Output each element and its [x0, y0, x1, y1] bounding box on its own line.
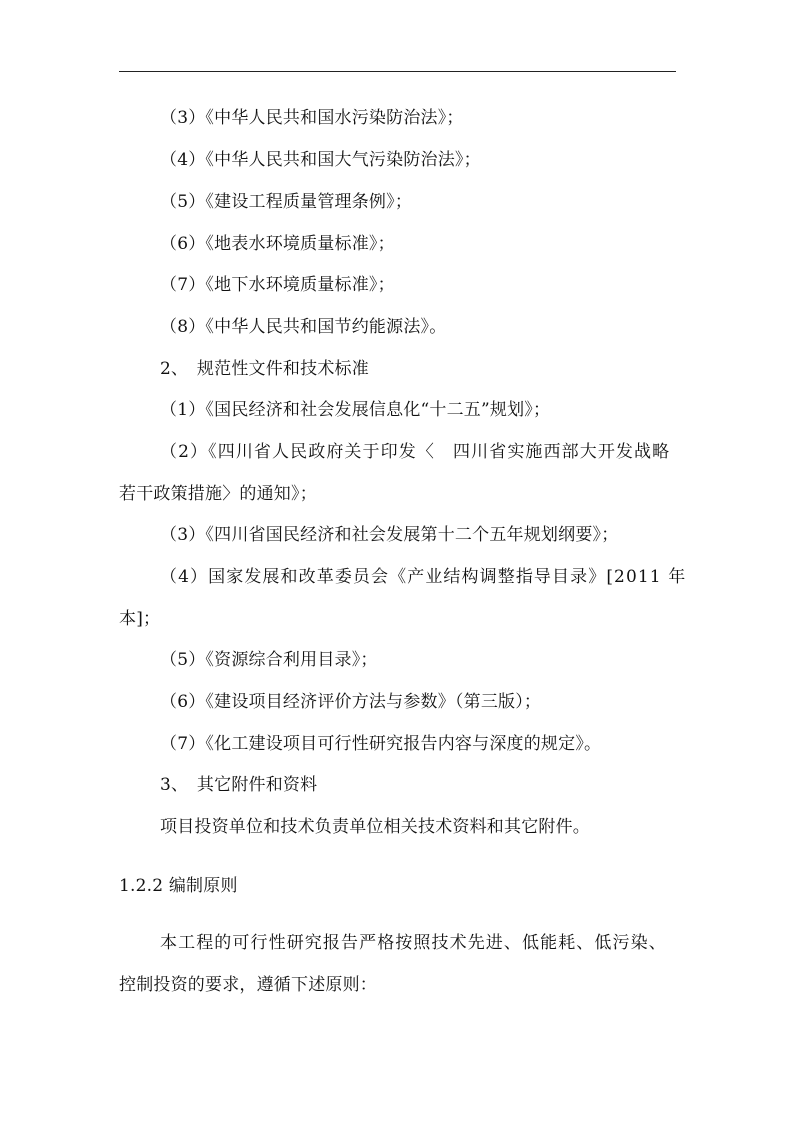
standard-7: （7）《化工建设项目可行性研究报告内容与深度的规定》。 [160, 734, 602, 754]
principles-paragraph-line-1: 本工程的可行性研究报告严格按照技术先进、低能耗、低污染、 [160, 933, 667, 953]
standard-2-line-2: 若干政策措施〉的通知》； [119, 484, 317, 504]
standard-4-line-2: 本]； [119, 609, 161, 629]
standard-6: （6）《建设项目经济评价方法与参数》（第三版）； [160, 692, 542, 712]
reference-law-5: （5）《建设工程质量管理条例》； [160, 192, 413, 212]
reference-law-3: （3）《中华人民共和国水污染防治法》； [160, 108, 464, 128]
standard-4-line-1: （4）国家发展和改革委员会《产业结构调整指导目录》[2011 年 [160, 567, 687, 587]
reference-law-6: （6）《地表水环境质量标准》； [160, 234, 395, 254]
section-heading-2: 2、 规范性文件和技术标准 [160, 359, 369, 379]
standard-5: （5）《资源综合利用目录》； [160, 650, 378, 670]
principles-paragraph-line-2: 控制投资的要求，遵循下述原则： [119, 975, 377, 995]
standard-1: （1）《国民经济和社会发展信息化“十二五”规划》； [160, 400, 551, 420]
reference-law-8: （8）《中华人民共和国节约能源法》。 [160, 317, 447, 337]
page-header-rule [119, 71, 676, 72]
reference-law-4: （4）《中华人民共和国大气污染防治法》； [160, 150, 481, 170]
attachments-paragraph: 项目投资单位和技术负责单位相关技术资料和其它附件。 [160, 817, 590, 837]
subsection-heading-1-2-2: 1.2.2 编制原则 [119, 876, 238, 896]
section-heading-3: 3、 其它附件和资料 [160, 775, 318, 795]
standard-3: （3）《四川省国民经济和社会发展第十二个五年规划纲要》； [160, 525, 619, 545]
standard-2-line-1: （2）《四川省人民政府关于印发〈 四川省实施西部大开发战略 [160, 442, 671, 462]
reference-law-7: （7）《地下水环境质量标准》； [160, 275, 395, 295]
